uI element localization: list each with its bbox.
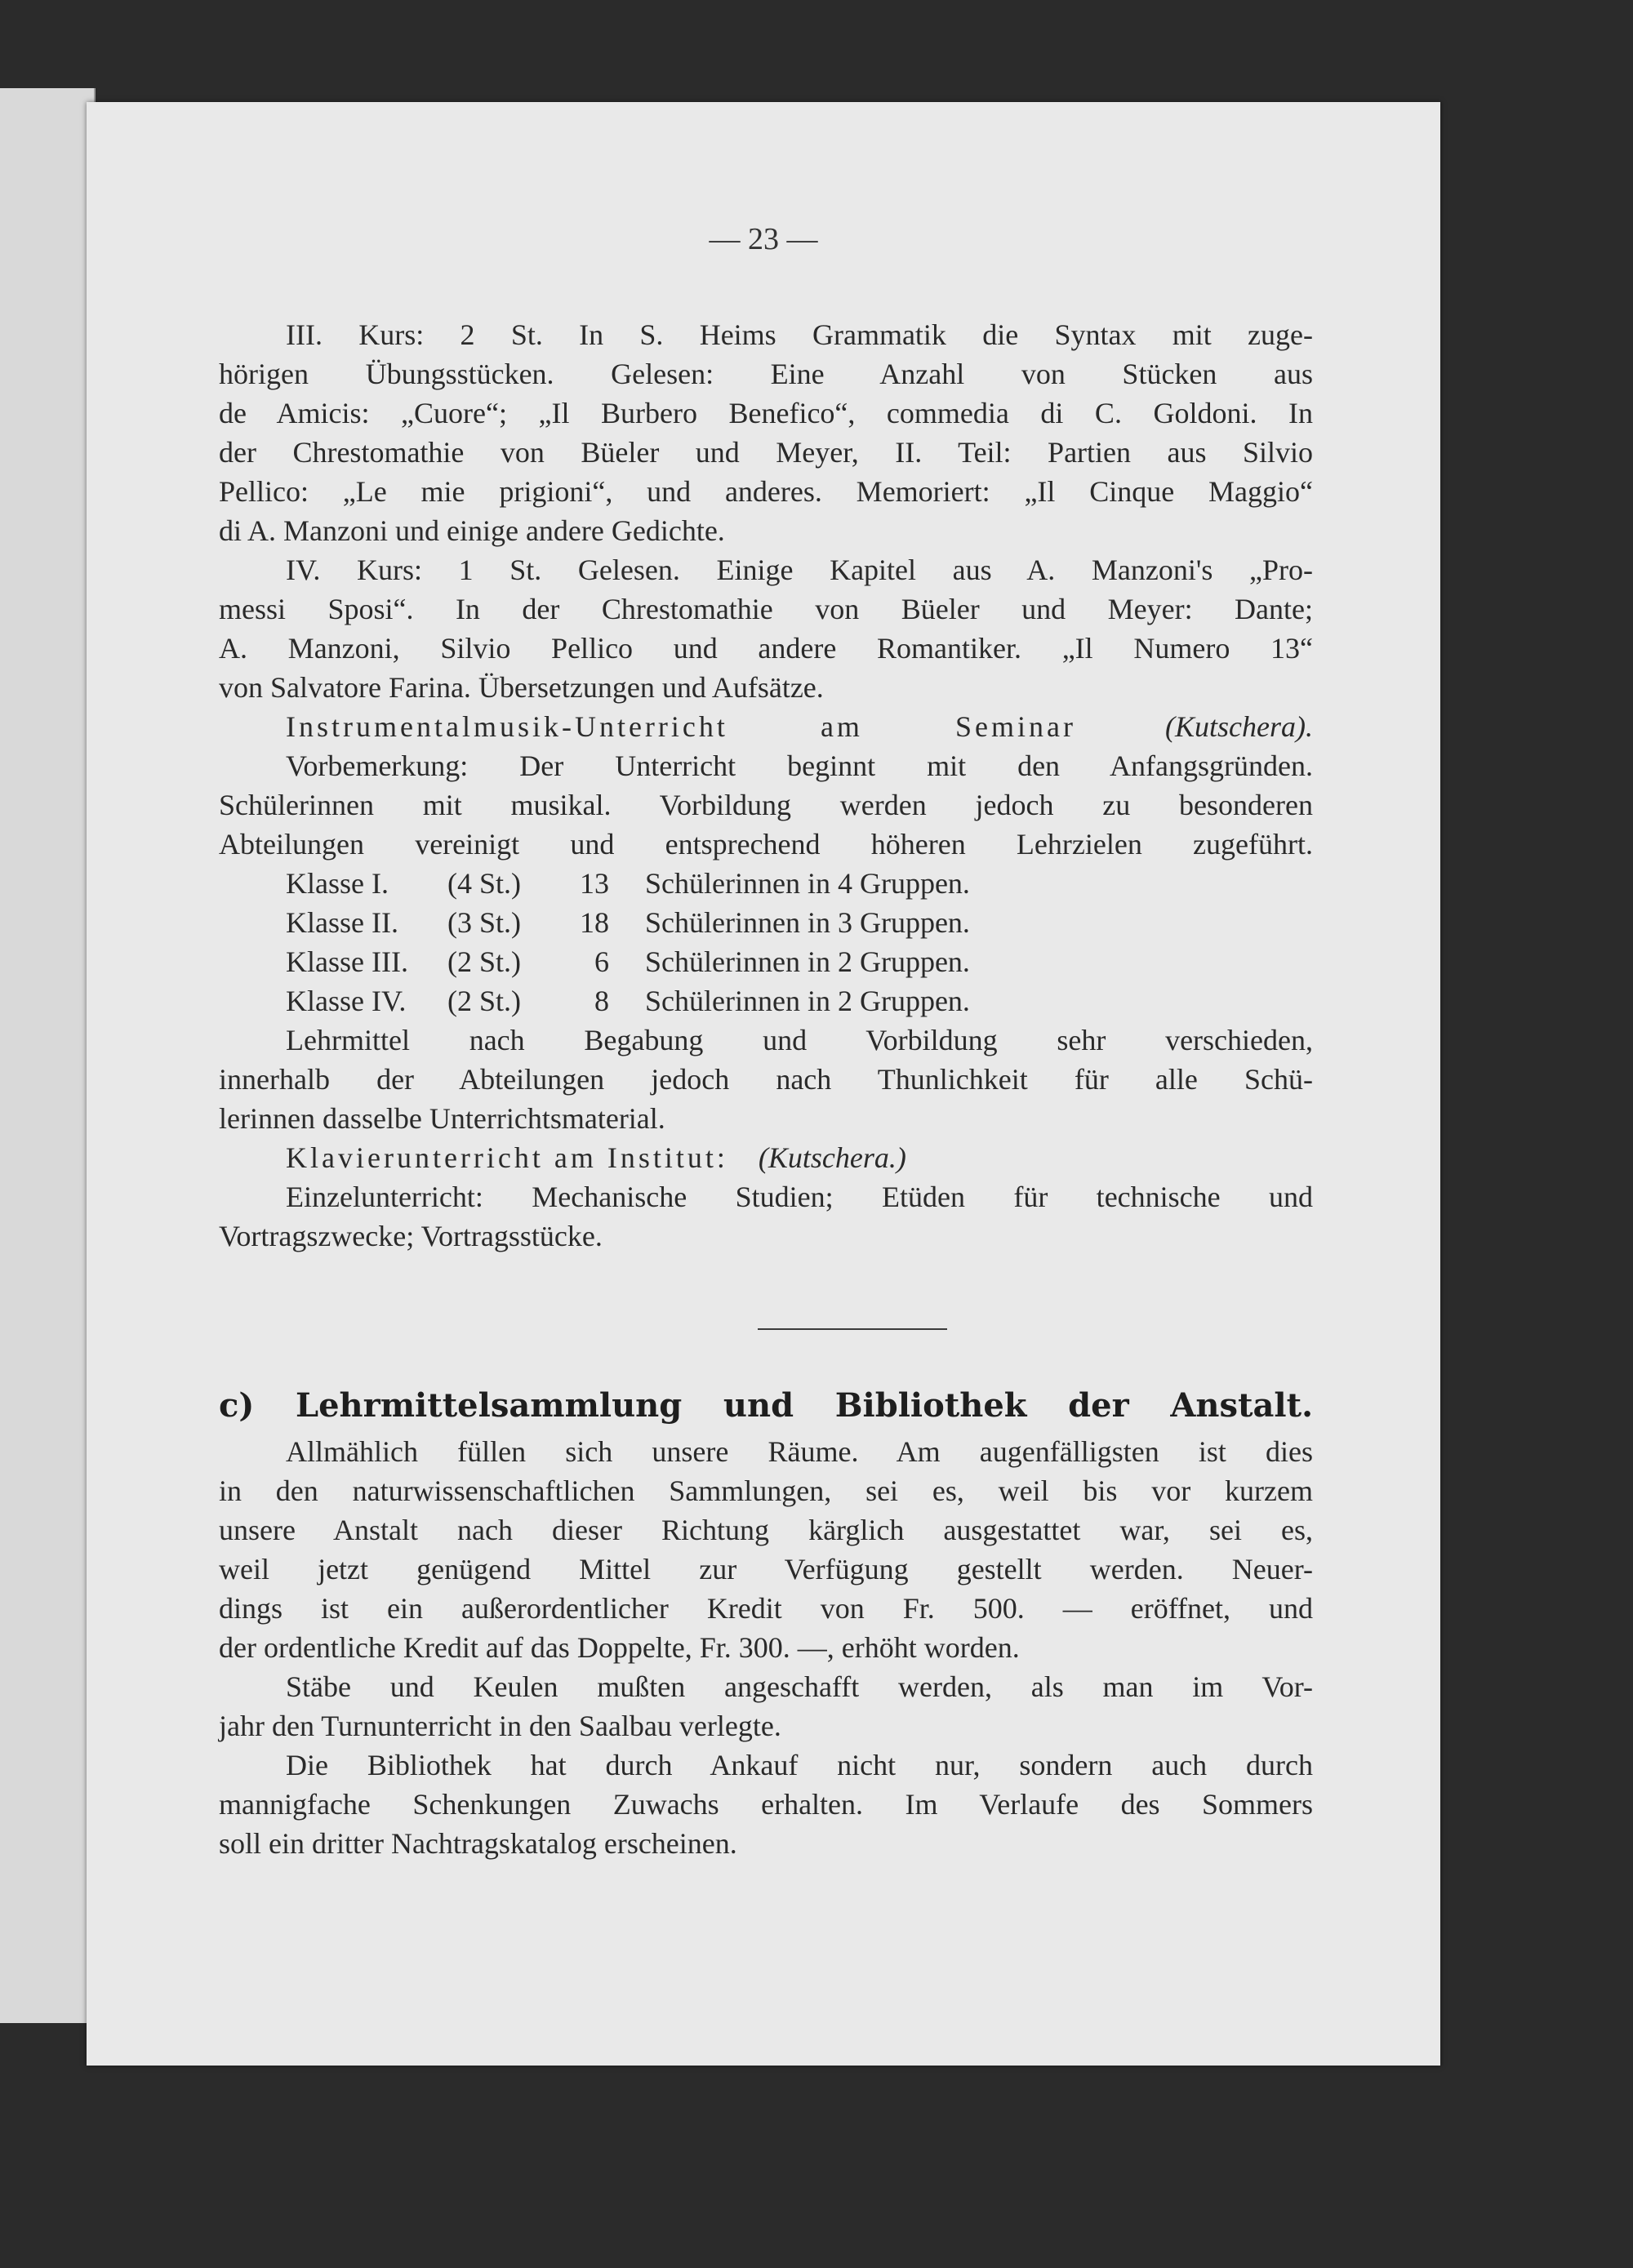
klavier-heading-text: Klavierunterricht am Institut: [286, 1141, 728, 1174]
class-text: Schülerinnen in 4 Gruppen. [645, 867, 970, 900]
class-hours: (2 St.) [447, 945, 521, 978]
text-line: A. Manzoni, Silvio Pellico und andere Romantiker. „Il Numero 13“ [219, 632, 1313, 665]
text-line: Lehrmittel nach Begabung und Vorbildung sehr verschieden, [286, 1024, 1313, 1056]
text-line: Vorbemerkung: Der Unterricht beginnt mit den Anfangsgründen. [286, 749, 1313, 782]
text-line: Die Bibliothek hat durch Ankauf nicht nur, sondern auch durch [286, 1749, 1313, 1781]
class-hours: (3 St.) [447, 906, 521, 939]
text-line: weil jetzt genügend Mittel zur Verfügung gestellt werden. Neuer- [219, 1553, 1313, 1585]
text-line: Allmählich füllen sich unsere Räume. Am augenfälligsten ist dies [286, 1435, 1313, 1468]
text-line: lerinnen dasselbe Unterrichtsmaterial. [219, 1102, 665, 1135]
instrumental-heading-text: Instrumentalmusik-Unterricht am Seminar [286, 710, 1076, 743]
document-page [87, 102, 1440, 2066]
klavier-teacher: (Kutschera.) [758, 1141, 906, 1174]
text-line: dings ist ein außerordentlicher Kredit von Fr. 500. — eröffnet, und [219, 1592, 1313, 1625]
instrumental-heading [219, 708, 1313, 745]
text-line: soll ein dritter Nachtragskatalog erscheinen. [219, 1827, 737, 1860]
text-line: Pellico: „Le mie prigioni“, und anderes. Memoriert: „Il Cinque Maggio“ [219, 475, 1313, 508]
section-heading: c) Lehrmittelsammlung und Bibliothek der Anstalt. [219, 1386, 1313, 1425]
text-line: de Amicis: „Cuore“; „Il Burbero Benefico“, commedia di C. Goldoni. In [219, 397, 1313, 429]
text-line: der Chrestomathie von Büeler und Meyer, II. Teil: Partien aus Silvio [219, 436, 1313, 469]
text-line: unsere Anstalt nach dieser Richtung kärglich ausgestattet war, sei es, [219, 1514, 1313, 1546]
text-line: innerhalb der Abteilungen jedoch nach Thunlichkeit für alle Schü- [219, 1063, 1313, 1096]
class-name: Klasse IV. [286, 985, 407, 1017]
class-name: Klasse I. [286, 867, 389, 900]
text-line: mannigfache Schenkungen Zuwachs erhalten. Im Verlaufe des Sommers [219, 1788, 1313, 1821]
text-line: Vortragszwecke; Vortragsstücke. [219, 1220, 603, 1252]
class-text: Schülerinnen in 2 Gruppen. [645, 945, 970, 978]
text-line: Einzelunterricht: Mechanische Studien; Etüden für technische und [286, 1181, 1313, 1213]
text-line: hörigen Übungsstücken. Gelesen: Eine Anzahl von Stücken aus [219, 358, 1313, 390]
text-line: in den naturwissenschaftlichen Sammlungen, sei es, weil bis vor kurzem [219, 1474, 1313, 1507]
text-line: Stäbe und Keulen mußten angeschafft werden, als man im Vor- [286, 1670, 1313, 1703]
text-line: von Salvatore Farina. Übersetzungen und Aufsätze. [219, 671, 824, 704]
class-hours: (4 St.) [447, 867, 521, 900]
text-line: III. Kurs: 2 St. In S. Heims Grammatik die Syntax mit zuge- [286, 318, 1313, 351]
class-count: 18 [580, 906, 609, 939]
section-divider [758, 1328, 947, 1330]
class-count: 13 [580, 867, 609, 900]
text-line: Schülerinnen mit musikal. Vorbildung werden jedoch zu besonderen [219, 789, 1313, 821]
adjacent-page-edge [0, 88, 96, 2023]
class-text: Schülerinnen in 3 Gruppen. [645, 906, 970, 939]
page-number: — 23 — [709, 222, 818, 256]
klavier-heading [219, 1139, 1313, 1176]
text-line: jahr den Turnunterricht in den Saalbau verlegte. [219, 1710, 781, 1742]
text-line: di A. Manzoni und einige andere Gedichte. [219, 514, 725, 547]
class-count: 8 [594, 985, 609, 1017]
class-name: Klasse II. [286, 906, 398, 939]
class-text: Schülerinnen in 2 Gruppen. [645, 985, 970, 1017]
class-count: 6 [594, 945, 609, 978]
text-line: messi Sposi“. In der Chrestomathie von Büeler und Meyer: Dante; [219, 593, 1313, 625]
text-line: der ordentliche Kredit auf das Doppelte, Fr. 300. —, erhöht worden. [219, 1631, 1020, 1664]
instrumental-teacher: (Kutschera). [1165, 710, 1313, 743]
class-name: Klasse III. [286, 945, 408, 978]
text-line: IV. Kurs: 1 St. Gelesen. Einige Kapitel aus A. Manzoni's „Pro- [286, 554, 1313, 586]
text-line: Abteilungen vereinigt und entsprechend höheren Lehrzielen zugeführt. [219, 828, 1313, 861]
class-hours: (2 St.) [447, 985, 521, 1017]
